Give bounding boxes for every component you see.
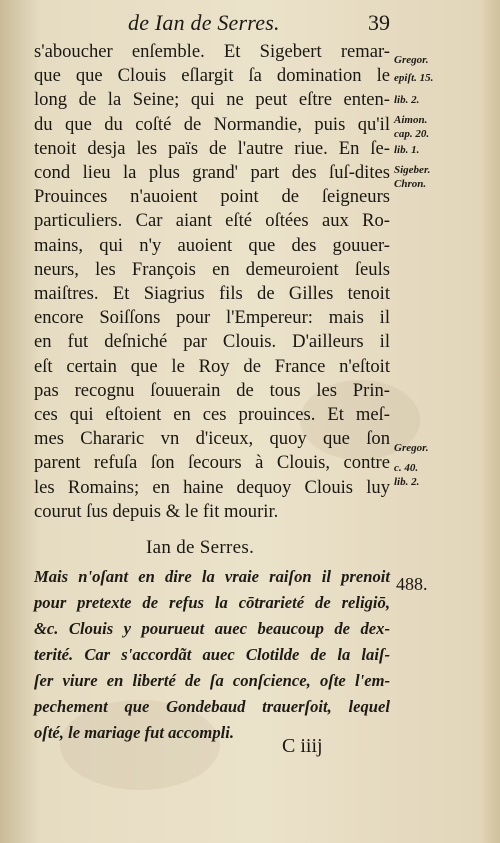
- text-line: mes Chararic vn d'iceux, quoy que ſon: [34, 428, 390, 450]
- text-line: cond lieu la plus grand' part des ſuſ-dites: [34, 162, 390, 184]
- page-number: 39: [368, 10, 390, 35]
- italic-quote: [34, 564, 390, 746]
- text-line: maiſtres. Et Siagrius fils de Gilles tenoit: [34, 283, 390, 305]
- text-line: tenoit desja les païs de l'autre riue. En ſe-: [34, 137, 390, 159]
- margin-note: lib. 1.: [394, 144, 420, 156]
- quote-line: pour pretexte de refus la cōtrarieté de religiō,: [34, 593, 390, 612]
- text-line: long de la Seine; qui ne peut eſtre enten-: [34, 89, 390, 111]
- text-line: les Romains; en haine dequoy Clouis luy: [34, 476, 390, 498]
- text-line: encore Soiſſons pour l'Empereur: mais il: [34, 307, 390, 329]
- text-line: eſt certain que le Roy de France n'eſtoit: [34, 355, 390, 377]
- text-line: pas recognu ſouuerain de tous les Prin-: [34, 379, 390, 401]
- margin-note: c. 40.: [394, 462, 419, 474]
- margin-note: Gregor.: [394, 54, 429, 66]
- quote-line: pechement que Gondebaud trauerſoit, lequel: [34, 697, 390, 716]
- quote-line: ſer viure en liberté de ſa conſcience, oſte l'em-: [34, 671, 390, 690]
- text-line: parent refuſa ſon ſecours à Clouis, contre: [34, 452, 390, 474]
- text-line: du que du coſté de Normandie, puis qu'il: [34, 113, 390, 135]
- page-header: [0, 10, 500, 36]
- margin-note: Aimon.: [394, 114, 428, 126]
- text-line: courut ſus depuis & le fit mourir.: [34, 500, 279, 522]
- text-line: neurs, les François en demeuroient ſeuls: [34, 258, 390, 280]
- margin-note: Gregor.: [394, 442, 429, 454]
- author-signature: Ian de Serres.: [146, 537, 255, 558]
- quote-line: terité. Car s'accordãt auec Clotilde de la laiſ-: [34, 645, 390, 664]
- quote-line: Mais n'oſant en dire la vraie raiſon il prenoit: [34, 567, 390, 586]
- margin-note: epiſt. 15.: [394, 72, 434, 84]
- text-line: ces qui eſtoient en ces prouinces. Et meſ-: [34, 404, 390, 426]
- margin-note: lib. 2.: [394, 476, 420, 488]
- margin-note: lib. 2.: [394, 94, 420, 106]
- text-line: mains, qui n'y auoient que des gouuer-: [34, 234, 390, 256]
- main-text: [34, 40, 390, 524]
- text-line: que que Clouis eſlargit ſa domination le: [34, 65, 390, 87]
- signature-mark: C iiij: [282, 735, 323, 757]
- quote-line: oſté, le mariage fut accompli.: [34, 723, 235, 742]
- text-line: particuliers. Car aiant eſté oſtées aux Ro-: [34, 210, 390, 232]
- text-line: Prouinces n'auoient point de ſeigneurs: [34, 186, 390, 208]
- margin-number: 488.: [396, 574, 428, 594]
- margin-note: Sigeber.: [394, 164, 431, 176]
- running-head: de Ian de Serres.: [128, 10, 280, 35]
- text-line: en fut deſniché par Clouis. D'ailleurs il: [34, 331, 390, 353]
- text-line: s'aboucher enſemble. Et Sigebert remar-: [34, 41, 390, 62]
- margin-note: Chron.: [394, 178, 427, 190]
- margin-note: cap. 20.: [394, 128, 430, 140]
- quote-line: &c. Clouis y pourueut auec beaucoup de dex-: [34, 619, 390, 638]
